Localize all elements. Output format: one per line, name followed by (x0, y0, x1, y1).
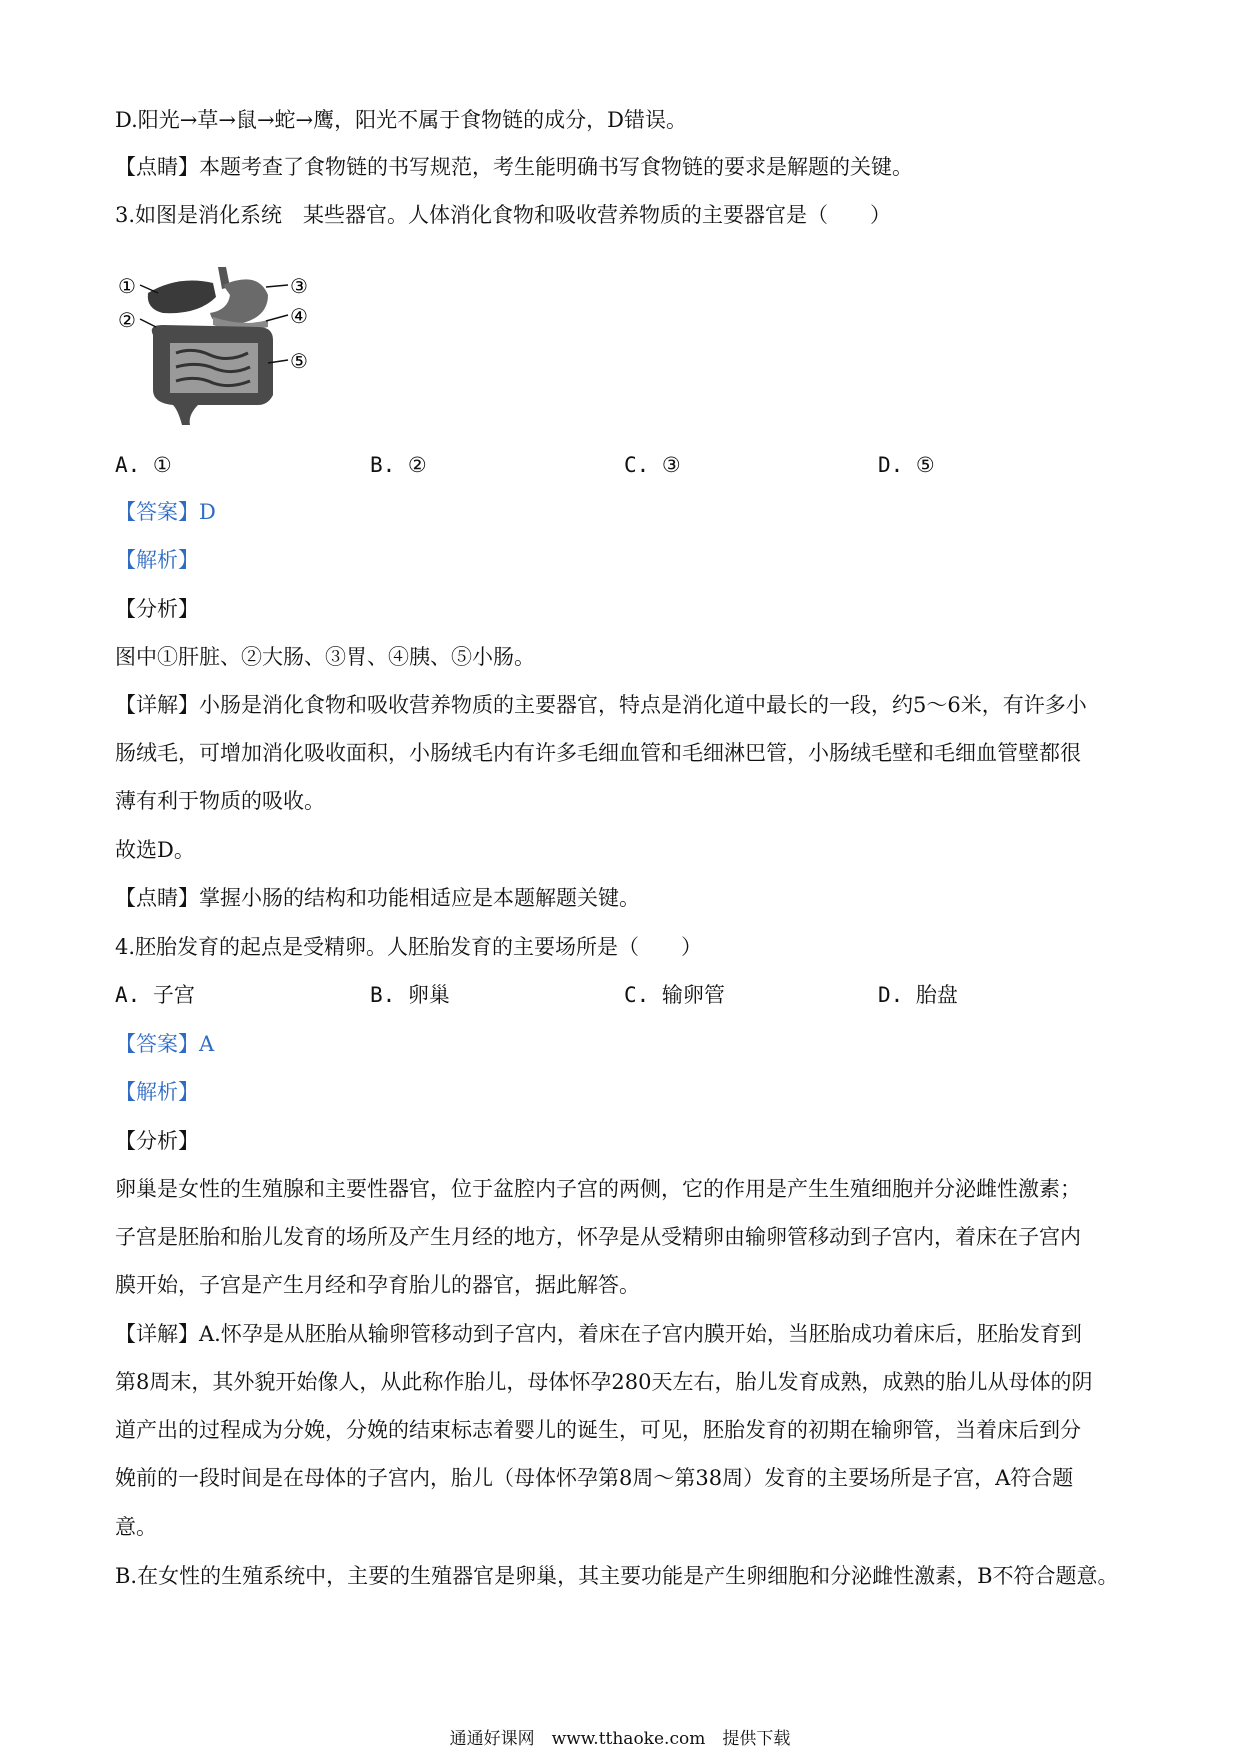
text-line: D.阳光→草→鼠→蛇→鹰，阳光不属于食物链的成分，D错误。 (115, 108, 687, 132)
text-line: 【详解】A.怀孕是从胚胎从输卵管移动到子宫内，着床在子宫内膜开始，当胚胎成功着床后，胚胎发育到 (115, 1322, 1082, 1346)
option-c: C. ③ (624, 453, 681, 477)
text-line: 第8周末，其外貌开始像人，从此称作胎儿，母体怀孕280天左右，胎儿发育成熟，成熟的胎儿从母体的阴 (115, 1370, 1093, 1394)
option-b: B. ② (370, 453, 427, 477)
figure-label: ③ (290, 274, 308, 298)
answer-label: 【答案】D (115, 500, 216, 524)
option-b: B. 卵巢 (370, 983, 450, 1007)
figure-label: ② (118, 308, 136, 332)
section-heading: 【分析】 (115, 1129, 199, 1153)
section-heading: 【分析】 (115, 597, 199, 621)
question-3: 3.如图是消化系统 某些器官。人体消化食物和吸收营养物质的主要器官是（ ） (115, 203, 892, 227)
analysis-label: 【解析】 (115, 1080, 199, 1104)
text-line: 子宫是胚胎和胎儿发育的场所及产生月经的地方，怀孕是从受精卵由输卵管移动到子宫内，着床在子宫内 (115, 1225, 1081, 1249)
figure-label: ⑤ (290, 349, 308, 373)
option-a: A. 子宫 (115, 983, 195, 1007)
page-footer: 通通好课网 www.tthaoke.com 提供下载 (449, 1729, 791, 1749)
text-line: 图中①肝脏、②大肠、③胃、④胰、⑤小肠。 (115, 645, 535, 669)
analysis-label: 【解析】 (115, 548, 199, 572)
text-line: B.在女性的生殖系统中，主要的生殖器官是卵巢，其主要功能是产生卵细胞和分泌雌性激素，B不符合题意。 (115, 1564, 1119, 1588)
option-d: D. ⑤ (878, 453, 935, 477)
text-line: 故选D。 (115, 838, 195, 862)
option-a: A. ① (115, 453, 172, 477)
question-4: 4.胚胎发育的起点是受精卵。人胚胎发育的主要场所是（ ） (115, 935, 703, 959)
answer-label: 【答案】A (115, 1032, 215, 1056)
text-line: 薄有利于物质的吸收。 (115, 789, 325, 813)
text-line: 意。 (115, 1515, 157, 1539)
figure-label: ④ (290, 304, 308, 328)
text-line: 肠绒毛，可增加消化吸收面积，小肠绒毛内有许多毛细血管和毛细淋巴管，小肠绒毛壁和毛细血管壁都很 (115, 741, 1081, 765)
option-c: C. 输卵管 (624, 983, 725, 1007)
text-line: 【详解】小肠是消化食物和吸收营养物质的主要器官，特点是消化道中最长的一段，约5～6米，有许多小 (115, 693, 1087, 717)
figure-label: ① (118, 274, 136, 298)
text-line: 膜开始，子宫是产生月经和孕育胎儿的器官，据此解答。 (115, 1273, 640, 1297)
option-d: D. 胎盘 (878, 983, 958, 1007)
text-line: 【点睛】本题考查了食物链的书写规范，考生能明确书写食物链的要求是解题的关键。 (115, 155, 913, 179)
text-line: 娩前的一段时间是在母体的子宫内，胎儿（母体怀孕第8周～第38周）发育的主要场所是子宫，A符合题 (115, 1466, 1074, 1490)
text-line: 【点睛】掌握小肠的结构和功能相适应是本题解题关键。 (115, 886, 640, 910)
text-line: 卵巢是女性的生殖腺和主要性器官，位于盆腔内子宫的两侧，它的作用是产生生殖细胞并分泌雌性激素； (115, 1177, 1081, 1201)
text-line: 道产出的过程成为分娩，分娩的结束标志着婴儿的诞生，可见，胚胎发育的初期在输卵管，当着床后到分 (115, 1418, 1081, 1442)
digestive-system-figure (118, 265, 328, 425)
